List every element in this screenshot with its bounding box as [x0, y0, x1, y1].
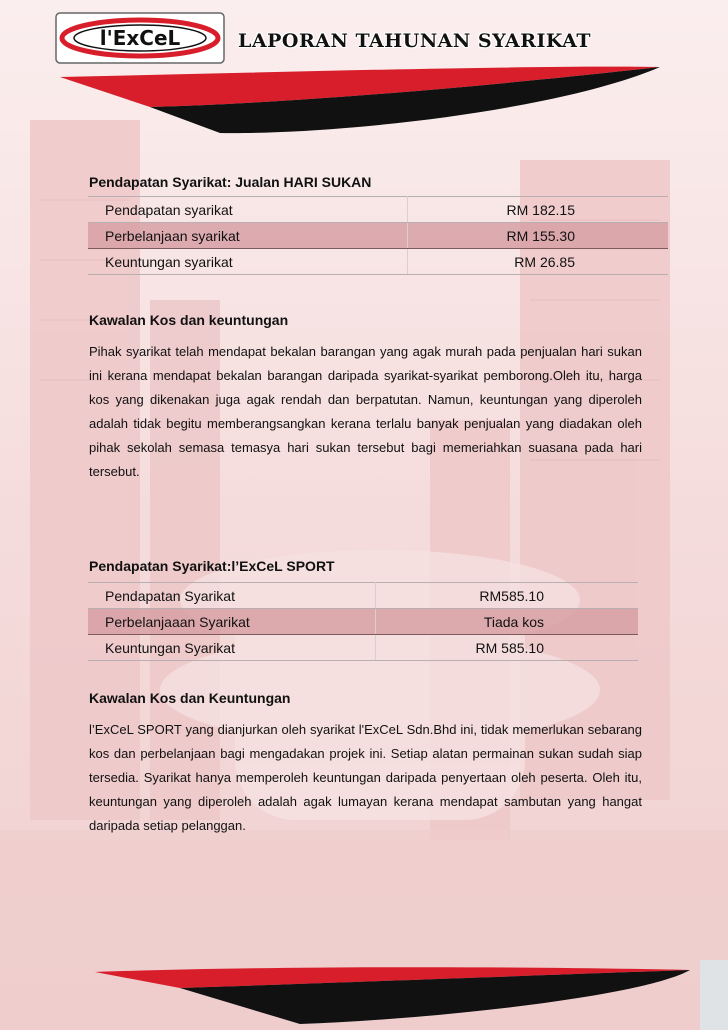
row-value: RM 585.10	[376, 635, 639, 661]
table-row	[88, 635, 638, 661]
bottom-swoosh	[0, 958, 728, 1030]
row-value: RM585.10	[376, 583, 639, 609]
table-row	[88, 609, 638, 635]
row-label: Keuntungan syarikat	[88, 249, 408, 275]
section4-heading: Kawalan Kos dan Keuntungan	[89, 690, 291, 706]
table-row	[88, 223, 668, 249]
table-row	[88, 583, 638, 609]
row-label: Keuntungan Syarikat	[88, 635, 376, 661]
report-title: LAPORAN TAHUNAN SYARIKAT	[238, 30, 591, 52]
row-label: Pendapatan Syarikat	[88, 583, 376, 609]
row-value: RM 182.15	[408, 197, 669, 223]
table-row	[88, 197, 668, 223]
row-label: Pendapatan syarikat	[88, 197, 408, 223]
row-label: Perbelanjaan syarikat	[88, 223, 408, 249]
section2-heading: Kawalan Kos dan keuntungan	[89, 312, 289, 328]
row-value: Tiada kos	[376, 609, 639, 635]
section4-paragraph: l’ExCeL SPORT yang dianjurkan oleh syarikat l'ExCeL Sdn.Bhd ini, tidak memerlukan sebarang kos dan perbelanjaan bagi mengadakan projek ini. Setiap alatan permainan sukan sudah siap tersedia. Syarikat hanya memperoleh keuntungan daripada penyertaan oleh peserta. Oleh itu, keuntungan yang diperoleh adalah agak lumayan kerana mendapat sambutan yang hangat daripada setiap pelanggan.	[89, 722, 642, 833]
logo-text: l'ExCeL	[99, 26, 181, 50]
section1-heading: Pendapatan Syarikat: Jualan HARI SUKAN	[89, 174, 372, 190]
row-value: RM 26.85	[408, 249, 669, 275]
section3-table	[88, 582, 638, 661]
row-label: Perbelanjaaan Syarikat	[88, 609, 376, 635]
section1-table	[88, 196, 668, 275]
section3-heading: Pendapatan Syarikat:l’ExCeL SPORT	[89, 558, 335, 574]
top-swoosh	[0, 55, 728, 145]
table-row	[88, 249, 668, 275]
row-value: RM 155.30	[408, 223, 669, 249]
section2-paragraph: Pihak syarikat telah mendapat bekalan barangan yang agak murah pada penjualan hari sukan ini kerana mendapat bekalan barangan daripada syarikat-syarikat pemborong.Oleh itu, harga kos yang dikenakan juga agak rendah dan berpatutan. Namun, keuntungan yang diperoleh adalah tidak begitu memberangsangkan kerana terlalu banyak penjualan yang diadakan oleh pihak sekolah semasa temasya hari sukan tersebut bagi memeriahkan suasana pada hari tersebut.	[89, 344, 642, 479]
